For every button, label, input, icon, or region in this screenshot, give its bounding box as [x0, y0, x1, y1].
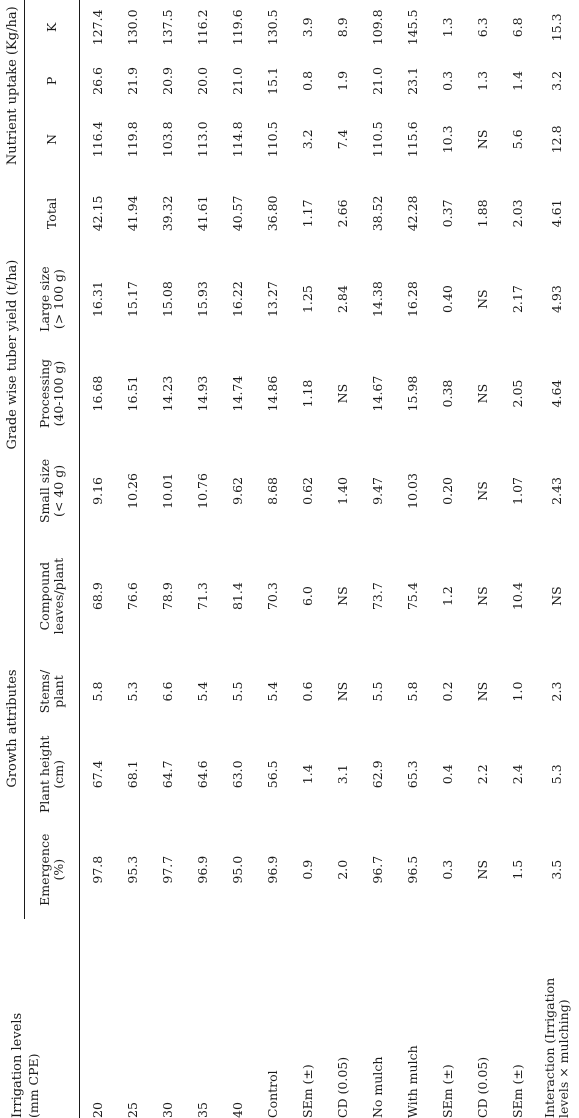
- row-label-line1: 40: [229, 1102, 245, 1118]
- row-label: [325, 919, 360, 1118]
- column-header: [25, 343, 80, 444]
- row-label-line1: 35: [194, 1102, 210, 1118]
- row-label: [290, 919, 325, 1118]
- table-cell: 76.6: [124, 582, 140, 611]
- table-row: [500, 0, 535, 1118]
- table-cell: 127.4: [89, 9, 105, 46]
- table-cell: 6.3: [474, 17, 490, 38]
- column-header: [25, 444, 80, 537]
- table-cell: 41.94: [124, 195, 140, 232]
- column-header-line1: Emergence: [36, 833, 52, 906]
- table-cell: 1.3: [474, 70, 490, 91]
- table-cell: 14.74: [229, 375, 245, 412]
- table-cell: 14.38: [369, 281, 385, 318]
- stub-header-line2: (mm CPE): [25, 919, 80, 1118]
- row-label: [395, 919, 430, 1118]
- table-cell: 10.76: [194, 473, 210, 509]
- row-label-line1: 25: [124, 1102, 140, 1118]
- column-header-line2: (%): [50, 858, 66, 881]
- table-cell: 1.4: [509, 70, 525, 91]
- table-row: [255, 0, 290, 1118]
- column-header-line2: (> 100 g): [50, 269, 66, 330]
- table-cell: 1.18: [299, 379, 315, 408]
- column-header-line1: K: [43, 22, 59, 32]
- table-cell: 5.4: [194, 681, 210, 702]
- row-label-line1: With mulch: [404, 1045, 420, 1118]
- table-cell: 3.9: [299, 17, 315, 38]
- table-cell: 10.3: [439, 125, 455, 154]
- row-label-line1: Interaction (Irrigation: [541, 977, 557, 1118]
- row-label: [360, 919, 395, 1118]
- group-nutrient-uptake: Nutrient uptake (Kg/ha): [0, 0, 25, 171]
- table-cell: 2.0: [334, 859, 350, 880]
- table-cell: 110.5: [264, 121, 280, 158]
- table-cell: 5.8: [404, 681, 420, 702]
- table-cell: 13.27: [264, 281, 280, 318]
- table-row: [395, 0, 430, 1118]
- table-cell: 42.28: [404, 195, 420, 232]
- table-cell: 78.9: [159, 582, 175, 611]
- table-cell: 8.9: [334, 17, 350, 38]
- table-row: [360, 0, 395, 1118]
- table-cell: 21.0: [369, 67, 385, 95]
- table-cell: 6.6: [159, 681, 175, 702]
- row-label: [465, 919, 500, 1118]
- table-cell: 96.9: [264, 855, 280, 884]
- table-cell: 119.6: [229, 9, 245, 46]
- table-cell: 20.0: [194, 67, 210, 95]
- table-cell: 10.4: [509, 582, 525, 611]
- column-header: [25, 255, 80, 343]
- row-label-line1: SEm (±): [299, 1064, 315, 1118]
- table-cell: 97.8: [89, 855, 105, 884]
- table-row: [430, 0, 465, 1118]
- table-cell: 14.86: [264, 375, 280, 412]
- table-cell: 64.6: [194, 760, 210, 789]
- table-cell: 2.66: [334, 199, 350, 228]
- table-cell: 0.3: [439, 70, 455, 91]
- table-cell: 2.43: [548, 477, 564, 505]
- column-header-line1: Small size: [36, 458, 52, 524]
- table-cell: 96.9: [194, 855, 210, 884]
- table-cell: 4.93: [548, 285, 564, 314]
- column-header: [25, 729, 80, 821]
- table-row: [220, 0, 255, 1118]
- table-cell: 10.01: [159, 473, 175, 509]
- table-cell: NS: [474, 481, 490, 501]
- table-cell: 20.9: [159, 67, 175, 95]
- row-label: [79, 919, 115, 1118]
- table-cell: 0.40: [439, 285, 455, 314]
- table-cell: NS: [474, 289, 490, 309]
- table-cell: 1.9: [334, 70, 350, 91]
- table-cell: 40.57: [229, 195, 245, 232]
- table-cell: 2.03: [509, 199, 525, 228]
- column-header-line1: Total: [43, 197, 59, 230]
- table-cell: 14.23: [159, 375, 175, 412]
- table-cell: 96.5: [404, 855, 420, 884]
- table-cell: 16.22: [229, 281, 245, 318]
- table-cell: 95.3: [124, 855, 140, 884]
- table-cell: 15.08: [159, 281, 175, 318]
- table-cell: 1.0: [509, 681, 525, 702]
- column-header: [25, 0, 80, 55]
- table-cell: 6.0: [299, 586, 315, 607]
- table-cell: NS: [334, 586, 350, 606]
- row-label: [500, 919, 535, 1118]
- table-row: [290, 0, 325, 1118]
- table-row: [465, 0, 500, 1118]
- table-row: [150, 0, 185, 1118]
- row-label: [115, 919, 150, 1118]
- table-cell: 2.05: [509, 379, 525, 408]
- row-label: [430, 919, 465, 1118]
- table-cell: 1.40: [334, 477, 350, 505]
- table-cell: 62.9: [369, 760, 385, 789]
- column-header-line2: (< 40 g): [50, 464, 66, 517]
- table-cell: 5.8: [89, 681, 105, 702]
- table-cell: 16.68: [89, 375, 105, 412]
- table-cell: 1.3: [439, 17, 455, 38]
- column-header: [25, 55, 80, 108]
- table-cell: 3.1: [334, 764, 350, 785]
- table-row: [325, 0, 360, 1118]
- row-label-line1: Control: [264, 1070, 280, 1118]
- row-label: [535, 919, 579, 1118]
- table-row: [535, 0, 579, 1118]
- table-cell: NS: [334, 681, 350, 702]
- row-label-line2: levels × mulching): [555, 999, 571, 1118]
- table-cell: NS: [548, 586, 564, 606]
- row-label-line1: SEm (±): [439, 1064, 455, 1118]
- table-cell: 119.8: [124, 121, 140, 158]
- table-cell: 67.4: [89, 760, 105, 789]
- table-cell: 97.7: [159, 855, 175, 884]
- table-cell: 3.5: [548, 859, 564, 880]
- table-cell: 10.03: [404, 473, 420, 509]
- table-cell: NS: [474, 586, 490, 606]
- table-cell: 38.52: [369, 195, 385, 232]
- group-growth-attributes: Growth attributes: [0, 538, 25, 920]
- table-cell: NS: [334, 383, 350, 404]
- table-cell: 9.16: [89, 477, 105, 505]
- table-cell: 36.80: [264, 195, 280, 232]
- table-cell: 68.9: [89, 582, 105, 611]
- table-cell: 42.15: [89, 195, 105, 232]
- row-label-line1: 30: [159, 1102, 175, 1118]
- table-cell: 130.5: [264, 9, 280, 46]
- table-cell: 81.4: [229, 582, 245, 611]
- table-cell: NS: [474, 859, 490, 880]
- column-header-line1: Compound: [36, 561, 52, 631]
- table-cell: 10.26: [124, 473, 140, 509]
- table-row: [115, 0, 150, 1118]
- column-header-line1: Processing: [36, 358, 52, 429]
- column-header-line1: Stems/: [36, 669, 52, 714]
- table-cell: 41.61: [194, 195, 210, 232]
- table-cell: 68.1: [124, 760, 140, 789]
- table-cell: 145.5: [404, 9, 420, 46]
- table-cell: 114.8: [229, 121, 245, 158]
- table-cell: 1.88: [474, 199, 490, 228]
- table-cell: 5.5: [229, 681, 245, 702]
- table-cell: 0.9: [299, 859, 315, 880]
- table-cell: 1.4: [299, 764, 315, 785]
- table-cell: 96.7: [369, 855, 385, 884]
- table-cell: NS: [474, 681, 490, 702]
- row-label-line1: SEm (±): [509, 1064, 525, 1118]
- table-cell: 39.32: [159, 195, 175, 232]
- column-header: [25, 538, 80, 655]
- column-header-line1: P: [43, 76, 59, 86]
- table-cell: 115.6: [404, 121, 420, 158]
- table-cell: 1.5: [509, 859, 525, 880]
- table-cell: 1.2: [439, 586, 455, 607]
- table-cell: NS: [474, 383, 490, 404]
- table-cell: 6.8: [509, 17, 525, 38]
- table-cell: 16.31: [89, 281, 105, 318]
- table-cell: 130.0: [124, 9, 140, 46]
- table-cell: 2.17: [509, 285, 525, 314]
- table-body: [79, 0, 579, 1118]
- table-cell: 1.17: [299, 199, 315, 228]
- table-cell: 113.0: [194, 121, 210, 158]
- table-cell: 0.3: [439, 859, 455, 880]
- table-cell: 73.7: [369, 582, 385, 611]
- table-cell: 5.3: [548, 764, 564, 785]
- table-cell: 2.3: [548, 681, 564, 702]
- table-cell: 0.8: [299, 70, 315, 91]
- table-cell: 1.07: [509, 477, 525, 505]
- table-cell: 9.47: [369, 477, 385, 505]
- stub-header-line1: Irrigation levels: [9, 1012, 25, 1118]
- table-cell: 21.9: [124, 67, 140, 95]
- table-cell: 15.1: [264, 67, 280, 95]
- table-cell: 12.8: [548, 125, 564, 154]
- table-row: [185, 0, 220, 1118]
- table-cell: 2.2: [474, 764, 490, 785]
- table-cell: 5.4: [264, 681, 280, 702]
- table-cell: 8.68: [264, 477, 280, 505]
- table-cell: 116.4: [89, 121, 105, 158]
- table-cell: 5.6: [509, 129, 525, 150]
- table-cell: 70.3: [264, 582, 280, 611]
- column-header: [25, 655, 80, 729]
- table-cell: 26.6: [89, 67, 105, 95]
- column-header-line2: (40-100 g): [50, 360, 66, 427]
- table-row: [79, 0, 115, 1118]
- table-cell: NS: [474, 129, 490, 150]
- table-cell: 109.8: [369, 9, 385, 46]
- table-cell: 2.4: [509, 764, 525, 785]
- table-cell: 0.4: [439, 764, 455, 785]
- table-cell: 14.67: [369, 375, 385, 412]
- row-label-line1: No mulch: [369, 1056, 385, 1118]
- table-cell: 137.5: [159, 9, 175, 46]
- table-cell: 116.2: [194, 9, 210, 46]
- table-cell: 15.3: [548, 13, 564, 42]
- table-cell: 21.0: [229, 67, 245, 95]
- table-cell: 15.93: [194, 281, 210, 318]
- column-header-line2: leaves/plant: [50, 557, 66, 635]
- row-label: [150, 919, 185, 1118]
- table-cell: 0.37: [439, 199, 455, 228]
- row-label: [185, 919, 220, 1118]
- column-header-line2: (cm): [50, 759, 66, 789]
- table-cell: 2.84: [334, 285, 350, 314]
- table-cell: 3.2: [299, 129, 315, 150]
- column-header-line2: plant: [50, 675, 66, 708]
- table-cell: 0.6: [299, 681, 315, 702]
- table-cell: 1.25: [299, 285, 315, 314]
- row-label: [220, 919, 255, 1118]
- table-cell: 103.8: [159, 121, 175, 158]
- column-header-line1: Large size: [36, 266, 52, 332]
- column-header: [25, 171, 80, 255]
- group-grade-wise-yield: Grade wise tuber yield (t/ha): [0, 171, 25, 537]
- table-cell: 16.28: [404, 281, 420, 318]
- table-cell: 0.62: [299, 477, 315, 505]
- table-cell: 5.5: [369, 681, 385, 702]
- table-cell: 0.38: [439, 379, 455, 408]
- column-header: [25, 107, 80, 171]
- table-cell: 0.20: [439, 477, 455, 505]
- column-header-line1: N: [43, 133, 59, 145]
- row-label-line1: CD (0.05): [474, 1056, 490, 1118]
- table-cell: 64.7: [159, 760, 175, 789]
- table-cell: 15.98: [404, 375, 420, 412]
- table-cell: 7.4: [334, 129, 350, 150]
- row-label: [255, 919, 290, 1118]
- table-cell: 14.93: [194, 375, 210, 412]
- table-cell: 16.51: [124, 375, 140, 412]
- table-cell: 0.2: [439, 681, 455, 702]
- column-header: [25, 820, 80, 919]
- column-header-line1: Plant height: [36, 735, 52, 814]
- row-label-line1: 20: [89, 1102, 105, 1118]
- row-label-line1: CD (0.05): [334, 1056, 350, 1118]
- table-cell: 56.5: [264, 760, 280, 789]
- table-cell: 9.62: [229, 477, 245, 505]
- table-cell: 23.1: [404, 67, 420, 95]
- table-cell: 65.3: [404, 760, 420, 789]
- table-cell: 3.2: [548, 70, 564, 91]
- table-cell: 4.61: [548, 199, 564, 228]
- table-cell: 15.17: [124, 281, 140, 318]
- table-cell: 63.0: [229, 760, 245, 789]
- table-cell: 95.0: [229, 855, 245, 884]
- table-cell: 5.3: [124, 681, 140, 702]
- table-cell: 71.3: [194, 582, 210, 611]
- table-cell: 110.5: [369, 121, 385, 158]
- table-cell: 75.4: [404, 582, 420, 611]
- table-cell: 4.64: [548, 379, 564, 408]
